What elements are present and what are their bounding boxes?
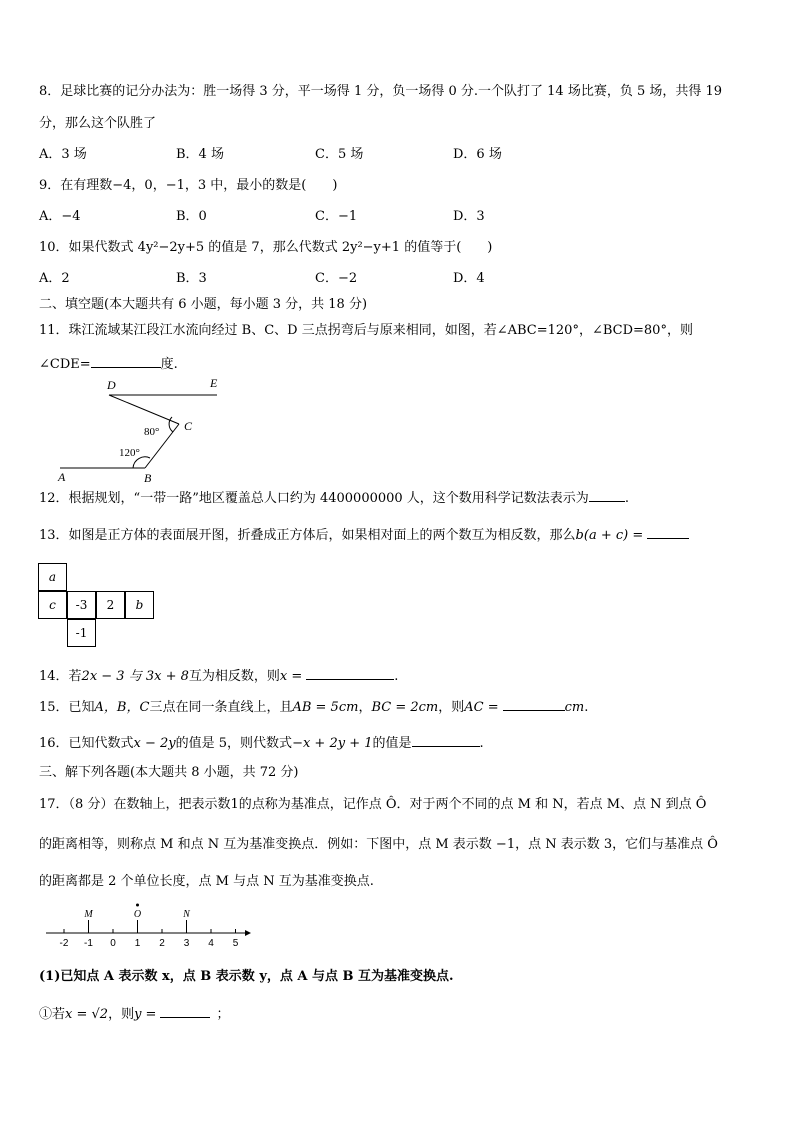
q11-river-figure [55, 374, 235, 484]
q13-text: 13．如图是正方体的表面展开图，折叠成正方体后，如果相对面上的两个数互为相反数，那么 [39, 528, 576, 543]
q9-option-a: A．−4 [39, 209, 81, 224]
q17-base-point-marker [136, 904, 139, 907]
q17-sub1-expression: x = √2 [65, 1007, 109, 1022]
q10-option-d: D．4 [453, 271, 485, 286]
q11-label-c: C [184, 419, 193, 433]
q13-cell-neg3: -3 [67, 591, 96, 619]
q15-bc: BC = 2cm [371, 700, 439, 715]
q16-text-2: 的值是 5，则代数式 [175, 736, 293, 751]
q9-option-d: D．3 [453, 209, 485, 224]
q17-tick-label: -2 [59, 938, 69, 949]
q15-unit: cm [564, 700, 585, 715]
q11-label-d: D [107, 378, 116, 392]
q14-variable: x = [279, 669, 303, 684]
q10-option-b: B．3 [176, 271, 207, 286]
q8-option-a: A．3 场 [39, 147, 87, 162]
q11-stem-line2 [39, 355, 178, 373]
q17-sub1-text: ①若 [39, 1007, 66, 1022]
q15-stem: 15．已知A，B，C三点在同一条直线上，且AB = 5cm，BC = 2cm，则AC = cm. [39, 700, 589, 715]
q10-option-a: A．2 [39, 271, 70, 286]
q14-stem [39, 667, 398, 685]
q17-sub1-answer-blank[interactable] [160, 1005, 210, 1018]
q9-option-c: C．−1 [315, 209, 358, 224]
q14-answer-blank[interactable] [306, 667, 394, 680]
q16-text-3: 的值是 [372, 736, 412, 751]
q13-cell-c: c [38, 591, 67, 619]
q15-text-1: 15．已知 [39, 700, 95, 715]
q13-stem [39, 526, 689, 544]
q16-expression-1: x − 2y [133, 736, 176, 751]
q15-ab: AB = 5cm [292, 700, 359, 715]
q17-stem-line1: 17．（8 分）在数轴上，把表示数1的点称为基准点，记作点 Ô．对于两个不同的点 M 和 N，若点 M、点 N 到点 Ô [39, 797, 707, 812]
q8-option-d: D．6 场 [453, 147, 502, 162]
q17-sub-1 [39, 1005, 229, 1023]
q17-tick-label: 3 [183, 938, 190, 949]
q8-stem-line2: 分，那么这个队胜了 [39, 116, 157, 131]
q13-cell-neg1: -1 [67, 619, 96, 647]
q17-tick-label: 1 [134, 938, 141, 949]
q15-text-3: ，则 [438, 700, 465, 715]
q11-label-b: B [144, 471, 152, 484]
q11-angle-80: 80° [144, 426, 160, 438]
q16-period: . [479, 736, 484, 751]
q11-answer-blank[interactable] [91, 355, 161, 368]
q17-tick-label: -1 [84, 938, 93, 949]
q13-cell-a: a [38, 563, 67, 591]
q13-cell-b: b [125, 591, 154, 619]
q16-text-1: 16．已知代数式 [39, 736, 134, 751]
q17-tick-label: 2 [159, 938, 165, 949]
q11-stem-line1: 11．珠江流域某江段江水流向经过 B、C、D 三点拐弯后与原来相同，如图，若∠ABC=120°，∠BCD=80°，则 [39, 323, 693, 338]
q9-stem: 9．在有理数−4，0，−1，3 中，最小的数是( ) [39, 178, 338, 193]
q11-angle-label: ∠CDE= [39, 357, 91, 372]
q17-number-line [40, 903, 260, 953]
q13-answer-blank[interactable] [647, 526, 689, 539]
q11-unit: 度. [160, 357, 178, 372]
q16-expression-2: −x + 2y + 1 [292, 736, 373, 751]
q14-period: . [394, 669, 399, 684]
q17-tick-label: 5 [232, 938, 239, 949]
q17-stem-line3: 的距离都是 2 个单位长度，点 M 与点 N 互为基准变换点. [39, 874, 374, 889]
q8-option-c: C．5 场 [315, 147, 364, 162]
q17-stem-line2: 的距离相等，则称点 M 和点 N 互为基准变换点．例如：下图中，点 M 表示数 −1，点 N 表示数 3，它们与基准点 Ô [39, 837, 718, 852]
q8-option-b: B．4 场 [176, 147, 224, 162]
q17-label-o: O [133, 909, 142, 920]
q14-expression: 2x − 3 与 3x + 8 [81, 669, 189, 684]
q15-points: A，B，C [94, 700, 150, 715]
q17-tick-label: 4 [208, 938, 214, 949]
q16-stem [39, 734, 484, 752]
q17-tick-label: 0 [110, 938, 116, 949]
q14-text-2: 互为相反数，则 [188, 669, 280, 684]
section-3-heading: 三、解下列各题(本大题共 8 小题，共 72 分) [39, 765, 299, 780]
q8-stem-line1: 8．足球比赛的记分办法为：胜一场得 3 分，平一场得 1 分，负一场得 0 分.一个队打了 14 场比赛，负 5 场，共得 19 [39, 84, 723, 99]
q13-cell-2: 2 [96, 591, 125, 619]
q11-label-e: E [210, 376, 218, 390]
q12-stem [39, 489, 629, 507]
q17-sub1-text-2: ，则 [108, 1007, 135, 1022]
q10-option-c: C．−2 [315, 271, 358, 286]
q9-option-b: B．0 [176, 209, 207, 224]
q16-answer-blank[interactable] [412, 734, 480, 747]
q15-period: . [584, 700, 589, 715]
q15-text-2: 三点在同一条直线上，且 [149, 700, 293, 715]
q14-text-1: 14．若 [39, 669, 82, 684]
q17-part-1: (1)已知点 A 表示数 x，点 B 表示数 y，点 A 与点 B 互为基准变换点. [39, 969, 454, 984]
q17-label-m: M [84, 909, 93, 920]
q13-expression: b(a + c) = [575, 528, 644, 543]
q11-label-a: A [58, 470, 66, 484]
q17-label-n: N [183, 909, 190, 920]
q12-answer-blank[interactable] [589, 489, 625, 502]
q17-sub1-semicolon: ； [216, 1007, 230, 1022]
q17-sub1-variable: y = [134, 1007, 157, 1022]
q12-text: 12．根据规划，“一带一路”地区覆盖总人口约为 4400000000 人，这个数用科学记数法表示为 [39, 491, 589, 506]
q11-angle-120: 120° [119, 447, 140, 459]
section-2-heading: 二、填空题(本大题共有 6 小题，每小题 3 分，共 18 分) [39, 297, 368, 312]
q15-ac: AC = [464, 700, 499, 715]
q15-answer-blank[interactable] [503, 698, 565, 711]
q12-period: . [624, 491, 629, 506]
q10-stem: 10．如果代数式 4y²−2y+5 的值是 7，那么代数式 2y²−y+1 的值等于( ) [39, 240, 493, 255]
